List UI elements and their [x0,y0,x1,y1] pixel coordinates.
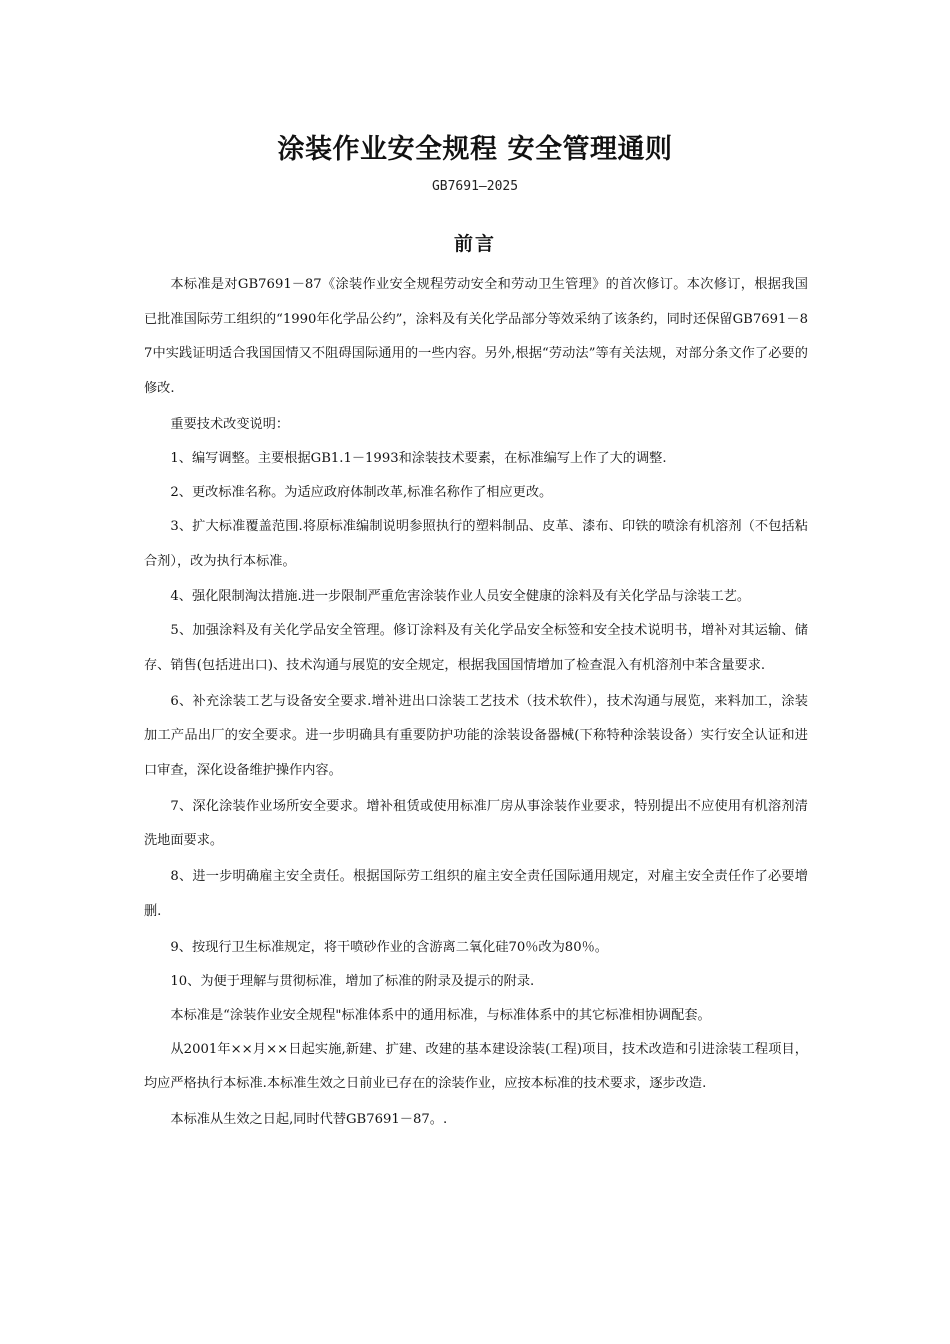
document-title: 涂装作业安全规程 安全管理通则 [277,134,673,165]
paragraph-item-7: 7、深化涂装作业场所安全要求。增补租赁或使用标准厂房从事涂装作业要求，特别提出不应使用有机溶剂清洗地面要求。 [144,798,808,849]
paragraph-standard-system: 本标准是“涂装作业安全规程"标准体系中的通用标准，与标准体系中的其它标准相协调配套。 [170,1007,711,1023]
paragraph-item-10: 10、为便于理解与贯彻标准，增加了标准的附录及提示的附录. [170,973,535,989]
standard-code: GB7691—2025 [431,179,519,194]
paragraph-item-3: 3、扩大标准覆盖范围.将原标准编制说明参照执行的塑料制品、皮革、漆布、印铁的喷涂有机溶剂（不包括粘合剂），改为执行本标准。 [144,518,808,569]
paragraph-item-1: 1、编写调整。主要根据GB1.1－1993和涂装技术要素，在标准编写上作了大的调整. [170,450,667,466]
paragraph-item-6: 6、补充涂装工艺与设备安全要求.增补进出口涂装工艺技术（技术软件），技术沟通与展览，来料加工，涂装加工产品出厂的安全要求。进一步明确具有重要防护功能的涂装设备器械(下称特种涂装设备）实行安全认证和进口审查，深化设备维护操作内容。 [144,693,808,779]
paragraph-item-9: 9、按现行卫生标准规定，将干喷砂作业的含游离二氧化硅70％改为80％。 [170,939,608,955]
document-body [144,268,808,1137]
paragraph-item-8: 8、进一步明确雇主安全责任。根据国际劳工组织的雇主安全责任国际通用规定，对雇主安全责任作了必要增删. [144,869,808,919]
section-title-preface: 前言 [453,233,496,255]
paragraph-item-4: 4、强化限制淘汰措施.进一步限制严重危害涂装作业人员安全健康的涂料及有关化学品与涂装工艺。 [170,589,751,605]
paragraph-item-5: 5、加强涂料及有关化学品安全管理。修订涂料及有关化学品安全标签和安全技术说明书，增补对其运输、储存、销售(包括进出口)、技术沟通与展览的安全规定，根据我国国情增加了检查混入有机溶剂中苯含量要求. [144,623,808,673]
paragraph-intro: 本标准是对GB7691－87《涂装作业安全规程劳动安全和劳动卫生管理》的首次修订。本次修订，根据我国已批准国际劳工组织的“1990年化学品公约”，涂料及有关化学品部分等效采纳了该条约，同时还保留GB7691－87中实践证明适合我国国情又不阻碍国际通用的一些内容。另外,根据“劳动法”等有关法规，对部分条文作了必要的修改. [144,277,808,397]
paragraph-replacement: 本标准从生效之日起,同时代替GB7691－87。. [170,1111,448,1127]
paragraph-implementation: 从2001年××月××日起实施,新建、扩建、改建的基本建设涂装(工程)项目，技术改造和引进涂装工程项目，均应严格执行本标准.本标准生效之日前业已存在的涂装作业，应按本标准的技术要求，逐步改造. [144,1041,808,1092]
paragraph-item-2: 2、更改标准名称。为适应政府体制改革,标准名称作了相应更改。 [170,484,553,500]
paragraph-changes-heading: 重要技术改变说明： [170,416,290,432]
